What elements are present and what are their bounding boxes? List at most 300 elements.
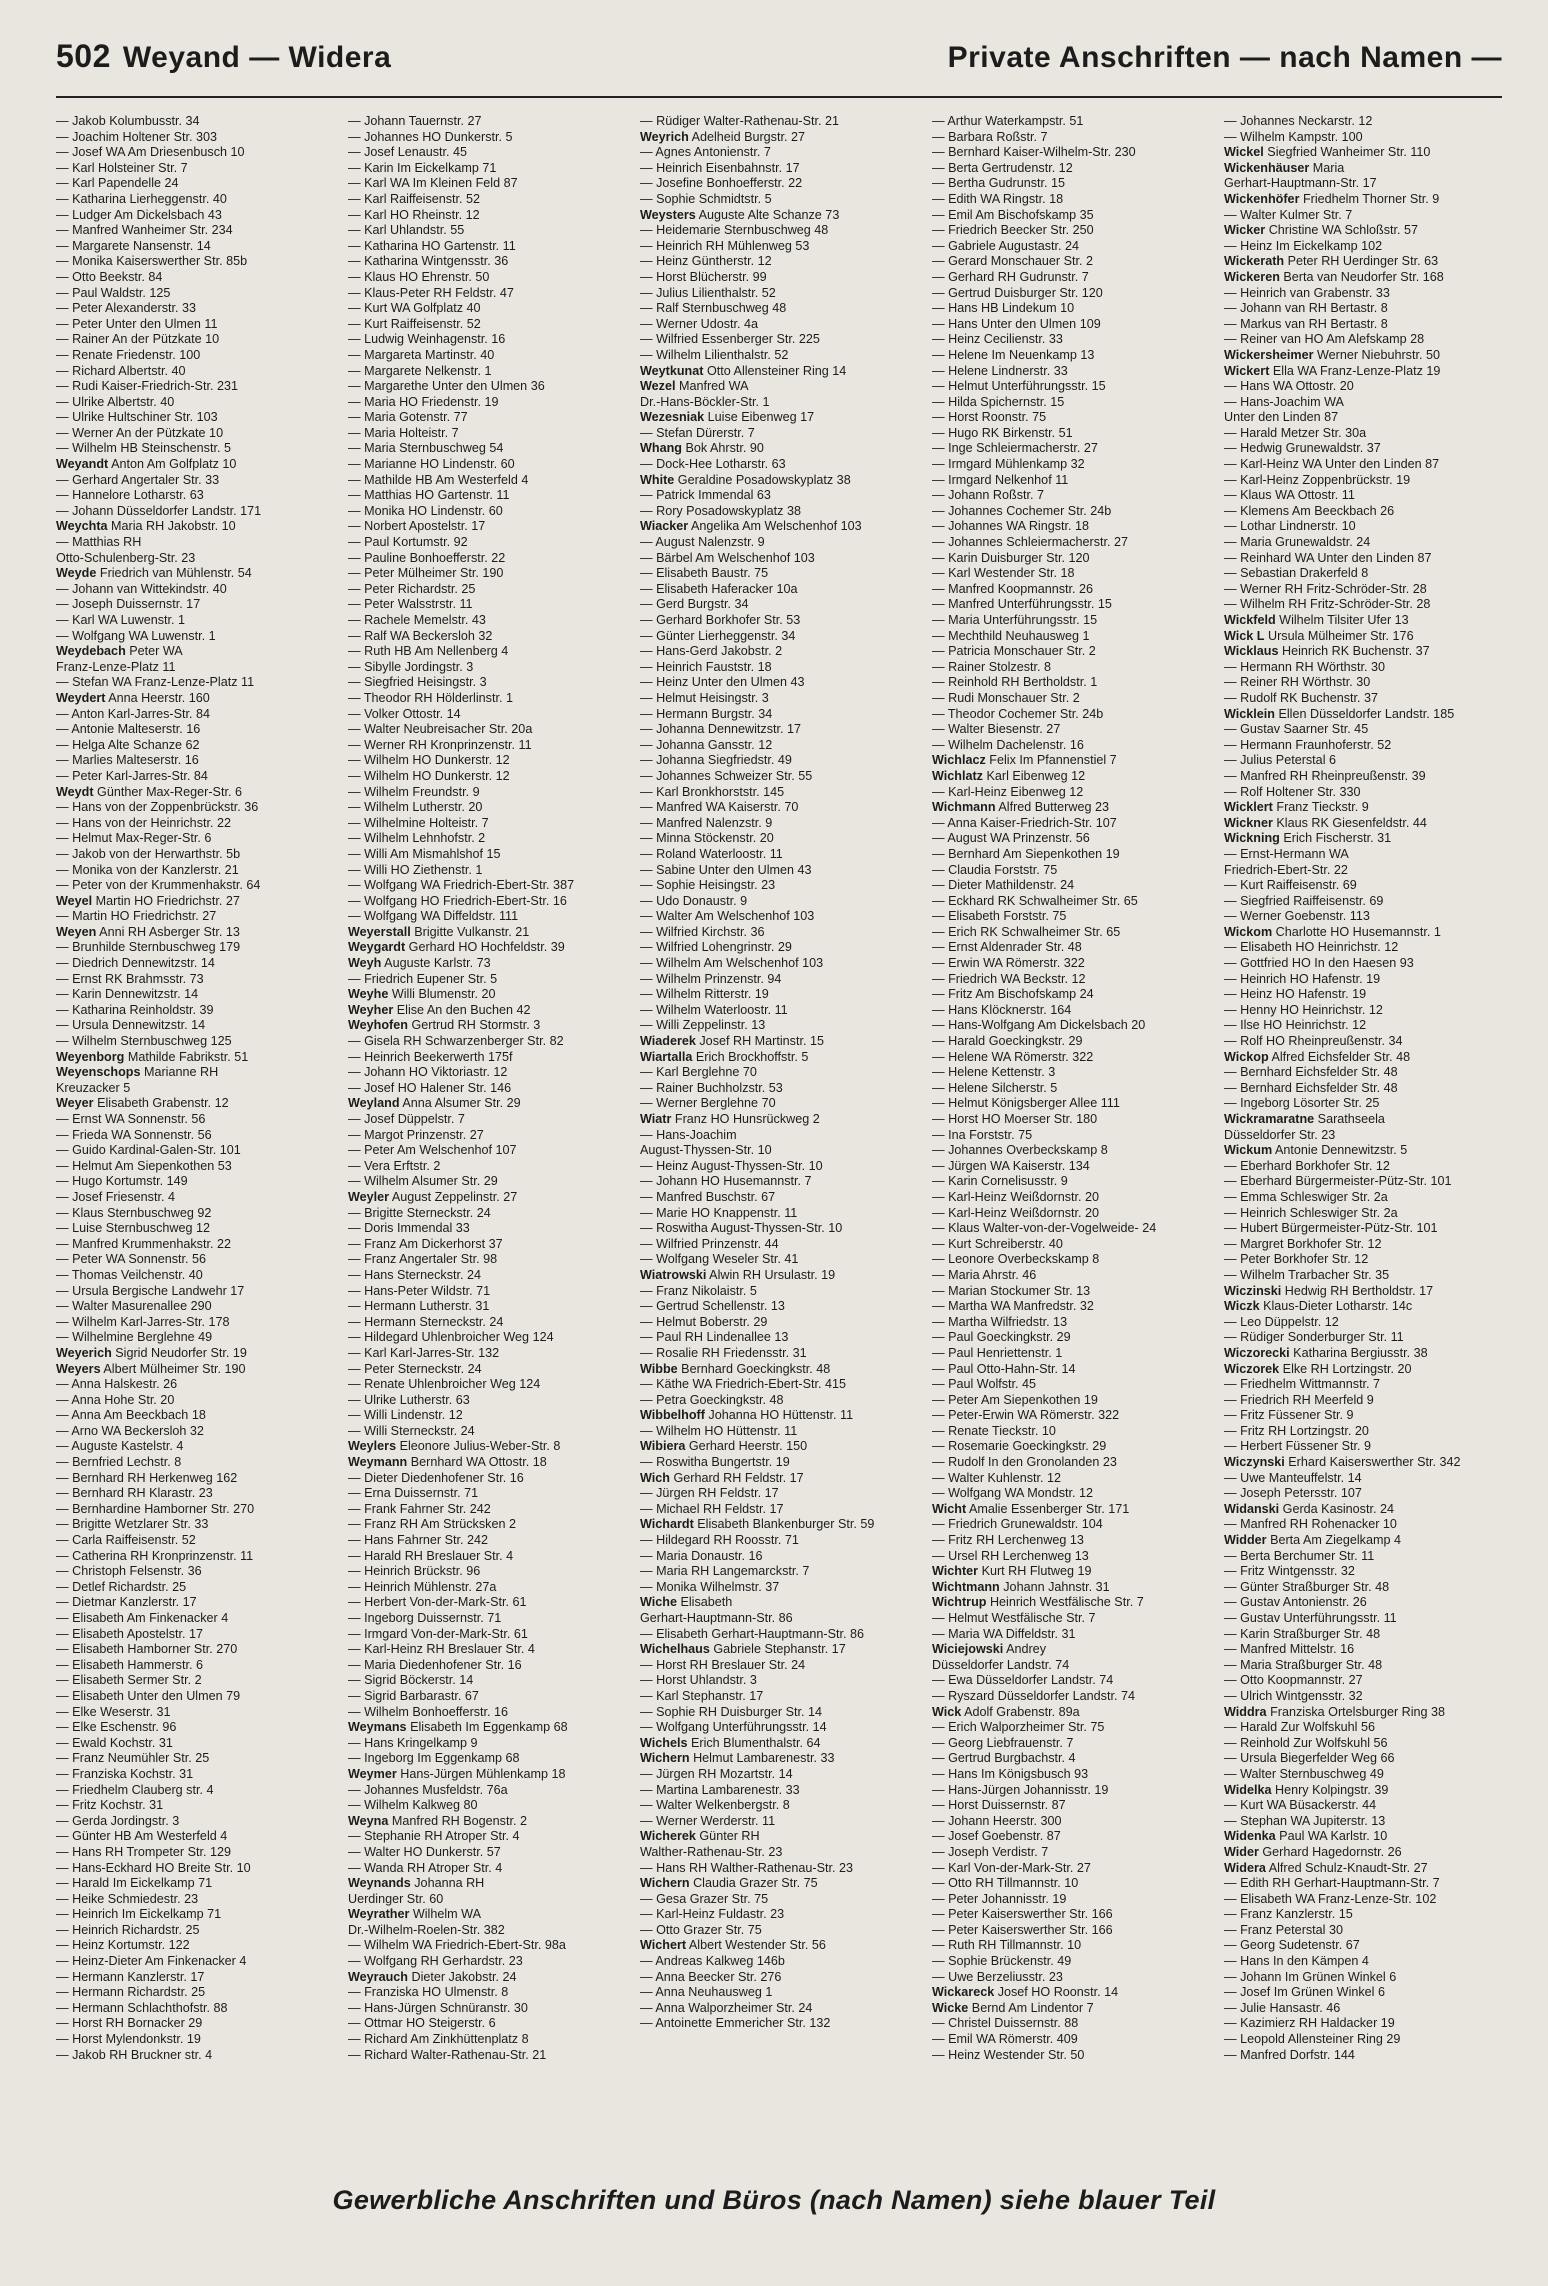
- entry-details: Eleonore Julius-Weber-Str. 8: [396, 1439, 561, 1454]
- entry-details: Anni RH Asberger Str. 13: [96, 924, 240, 939]
- directory-entry: — Horst RH Breslauer Str. 24: [640, 1657, 806, 1672]
- directory-entry: — Hans von der Heinrichstr. 22: [56, 815, 231, 830]
- directory-entry: — Claudia Forststr. 75: [932, 862, 1058, 877]
- surname-heading: White: [640, 472, 675, 487]
- directory-entry: — Rolf Holtener Str. 330: [1224, 784, 1361, 799]
- directory-entry: [348, 987, 626, 1003]
- directory-entry: — Gertrud Duisburger Str. 120: [932, 285, 1103, 300]
- directory-entry: [640, 1876, 918, 1892]
- directory-entry: — Ingeborg Im Eggenkamp 68: [348, 1751, 520, 1766]
- directory-entry: [640, 1362, 918, 1378]
- directory-entry: — Wolfgang RH Gerhardstr. 23: [348, 1954, 523, 1969]
- surname-heading: Weydt: [56, 784, 94, 799]
- entry-details: Wilhelm Tilsiter Ufer 13: [1275, 613, 1409, 627]
- directory-entry: — Joseph Petersstr. 107: [1224, 1486, 1362, 1501]
- directory-entry: — Wolfgang Unterführungsstr. 14: [640, 1720, 827, 1735]
- directory-entry: [640, 1938, 918, 1954]
- directory-entry: — Karl-Heinz RH Breslauer Str. 4: [348, 1642, 535, 1657]
- directory-entry: — Elisabeth Sermer Str. 2: [56, 1673, 202, 1688]
- directory-entry: [640, 1642, 918, 1658]
- directory-entry: — Doris Immendal 33: [348, 1221, 470, 1236]
- directory-entry: — Ernst Aldenrader Str. 48: [932, 940, 1082, 955]
- entry-details: Bernhard Goeckingkstr. 48: [677, 1361, 831, 1376]
- directory-entry: — Manfred RH Rohenacker 10: [1224, 1517, 1397, 1532]
- surname-heading: Weyrich: [640, 129, 689, 144]
- directory-entry: — Günter Straßburger Str. 48: [1224, 1579, 1390, 1594]
- entry-details: Erich Brockhoffstr. 5: [692, 1049, 809, 1064]
- directory-entry: — Gerhard RH Gudrunstr. 7: [932, 269, 1089, 284]
- entry-details: Elisabeth Im Eggenkamp 68: [406, 1720, 568, 1735]
- directory-entry: — Heinrich van Grabenstr. 33: [1224, 285, 1390, 300]
- surname-heading: Wick: [932, 1704, 962, 1719]
- surname-heading: Wiaderek: [640, 1034, 696, 1049]
- surname-heading: Weydebach: [56, 644, 126, 659]
- surname-heading: Wiciejowski: [932, 1642, 1004, 1657]
- entry-details: Berta van Neudorfer Str. 168: [1279, 269, 1444, 284]
- entry-details: Karl Eibenweg 12: [982, 768, 1086, 783]
- directory-entry: — Helmut Westfälische Str. 7: [932, 1611, 1096, 1625]
- entry-details: Johanna RH: [410, 1876, 485, 1891]
- directory-entry: — Dieter Mathildenstr. 24: [932, 878, 1075, 893]
- directory-entry: [640, 1439, 918, 1455]
- directory-entry: — Maria Donaustr. 16: [640, 1548, 763, 1563]
- directory-entry: — Roswitha Bungertstr. 19: [640, 1455, 790, 1470]
- directory-entry: — Hans-Peter Wildstr. 71: [348, 1283, 491, 1298]
- directory-entry: — Ingeborg Duissernstr. 71: [348, 1611, 502, 1625]
- directory-entry: — Willi Lindenstr. 12: [348, 1408, 463, 1423]
- entry-details: Hedwig RH Bertholdstr. 17: [1281, 1283, 1434, 1298]
- directory-entry: — Johannes Overbeckskamp 8: [932, 1143, 1108, 1158]
- directory-entry: — Sigrid Barbarastr. 67: [348, 1688, 479, 1703]
- directory-entry: [1224, 192, 1502, 208]
- directory-entry: [1224, 1829, 1502, 1845]
- directory-entry: — Wanda RH Atroper Str. 4: [348, 1860, 503, 1875]
- directory-entry: [1224, 1783, 1502, 1799]
- surname-heading: Wibiera: [640, 1439, 686, 1454]
- directory-entry: — Uwe Manteuffelstr. 14: [1224, 1470, 1362, 1485]
- directory-entry: — Anna Kaiser-Friedrich-Str. 107: [932, 815, 1117, 830]
- directory-entry: — August Nalenzstr. 9: [640, 535, 765, 550]
- directory-entry: — Rolf HO Rheinpreußenstr. 34: [1224, 1034, 1403, 1049]
- surname-heading: Wichels: [640, 1735, 688, 1750]
- directory-entry: — Johann van RH Bertastr. 8: [1224, 301, 1388, 316]
- directory-entry: — Rudolf In den Gronolanden 23: [932, 1455, 1117, 1470]
- directory-entry: — Stefan WA Franz-Lenze-Platz 11: [56, 675, 255, 690]
- directory-entry: [640, 1751, 918, 1767]
- directory-entry: — Johannes Cochemer Str. 24b: [932, 503, 1112, 518]
- directory-entry: — Ursel RH Lerchenweg 13: [932, 1548, 1089, 1563]
- directory-entry: — Helene WA Römerstr. 322: [932, 1049, 1094, 1064]
- surname-heading: Weyler: [348, 1189, 390, 1204]
- directory-entry: — Franz Am Dickerhorst 37: [348, 1236, 503, 1251]
- entry-details: Hans-Jürgen Mühlenkamp 18: [396, 1766, 566, 1781]
- directory-entry: — Leonore Overbeckskamp 8: [932, 1252, 1100, 1267]
- directory-entry: — Monika HO Lindenstr. 60: [348, 503, 503, 518]
- directory-entry: — Karin Straßburger Str. 48: [1224, 1626, 1381, 1641]
- directory-entry: — Matthias HO Gartenstr. 11: [348, 488, 510, 503]
- surname-heading: Weyher: [348, 1002, 394, 1017]
- directory-entry: Gerhart-Hauptmann-Str. 17: [1224, 176, 1377, 191]
- surname-heading: Wichter: [932, 1564, 979, 1579]
- directory-entry: — Klaus Sternbuschweg 92: [56, 1205, 212, 1220]
- surname-heading: Weymann: [348, 1455, 408, 1470]
- entry-details: Otto Allensteiner Ring 14: [703, 363, 847, 378]
- entry-details: Angelika Am Welschenhof 103: [688, 519, 862, 534]
- directory-entry: [348, 940, 626, 956]
- directory-entry: — Walter Biesenstr. 27: [932, 722, 1061, 737]
- directory-entry: — Johannes WA Ringstr. 18: [932, 519, 1090, 534]
- directory-entry: — Peter Johannisstr. 19: [932, 1891, 1067, 1906]
- directory-entry: — Johann Im Grünen Winkel 6: [1224, 1969, 1397, 1984]
- entry-details: Klaus-Dieter Lotharstr. 14c: [1259, 1299, 1413, 1314]
- entry-details: Alfred Butterweg 23: [995, 800, 1109, 815]
- directory-entry: — Otto Grazer Str. 75: [640, 1922, 762, 1937]
- directory-entry: — Karin Cornelisusstr. 9: [932, 1174, 1068, 1189]
- page-number: 502: [56, 38, 111, 74]
- directory-entry: — Sebastian Drakerfeld 8: [1224, 566, 1369, 581]
- surname-heading: Weyna: [348, 1813, 389, 1828]
- directory-entry: — Wilhelm RH Fritz-Schröder-Str. 28: [1224, 597, 1431, 612]
- entry-details: Kurt RH Flutweg 19: [978, 1564, 1092, 1579]
- directory-entry: [640, 473, 918, 489]
- directory-entry: — Antonie Malteserstr. 16: [56, 722, 201, 737]
- directory-entry: — Werner Goebenstr. 113: [1224, 909, 1370, 924]
- page-header: [56, 38, 1502, 88]
- directory-entry: — Ruth HB Am Nellenberg 4: [348, 644, 509, 659]
- directory-entry: [1224, 348, 1502, 364]
- directory-entry: [932, 1705, 1210, 1721]
- directory-entry: — Karl-Heinz Fuldastr. 23: [640, 1907, 785, 1922]
- directory-entry: — Hermann Sterneckstr. 24: [348, 1314, 504, 1329]
- directory-entry: [56, 566, 334, 582]
- directory-entry: — Peter Walsstrstr. 11: [348, 597, 473, 612]
- entry-details: Katharina Bergiusstr. 38: [1289, 1345, 1428, 1360]
- surname-heading: Weygardt: [348, 940, 406, 955]
- directory-entry: Düsseldorfer Str. 23: [1224, 1127, 1336, 1142]
- directory-entry: — Maria HO Friedenstr. 19: [348, 394, 499, 409]
- directory-entry: — Renate Friedenstr. 100: [56, 347, 201, 362]
- surname-heading: Wickenhöfer: [1224, 191, 1300, 206]
- surname-heading: Wickner: [1224, 815, 1273, 830]
- directory-entry: — Anna Neuhausweg 1: [640, 1985, 773, 2000]
- directory-entry: — Elisabeth Baustr. 75: [640, 566, 769, 581]
- directory-entry: — Wolfgang WA Diffeldstr. 111: [348, 909, 519, 924]
- directory-entry: — Elisabeth Haferacker 10a: [640, 581, 798, 596]
- directory-entry: [1224, 1050, 1502, 1066]
- entry-details: Heinrich RK Buchenstr. 37: [1278, 644, 1430, 659]
- directory-entry: [56, 894, 334, 910]
- entry-details: Luise Eibenweg 17: [704, 410, 815, 425]
- directory-entry: — Eberhard Bürgermeister-Pütz-Str. 101: [1224, 1174, 1452, 1189]
- directory-entry: [1224, 707, 1502, 723]
- directory-entry: — Ursula Dennewitzstr. 14: [56, 1018, 206, 1033]
- directory-entry: — Sigrid Böckerstr. 14: [348, 1673, 474, 1688]
- directory-entry: — Wilfried Prinzenstr. 44: [640, 1236, 779, 1251]
- directory-entry: — Horst HO Moerser Str. 180: [932, 1112, 1098, 1126]
- directory-entry: [56, 519, 334, 535]
- surname-heading: Widanski: [1224, 1501, 1280, 1516]
- directory-entry: — Josef WA Am Driesenbusch 10: [56, 145, 245, 160]
- directory-entry: — Johannes Schweizer Str. 55: [640, 768, 813, 783]
- directory-entry: [1224, 644, 1502, 660]
- directory-entry: [932, 1595, 1210, 1611]
- directory-entry: — Johann van Wittekindstr. 40: [56, 581, 227, 596]
- header-left: [56, 38, 391, 75]
- directory-entry: — Josef Lenaustr. 45: [348, 145, 468, 160]
- directory-entry: — Manfred Nalenzstr. 9: [640, 815, 773, 830]
- directory-entry: — Willi Zeppelinstr. 13: [640, 1018, 766, 1033]
- directory-entry: — Horst RH Bornacker 29: [56, 2016, 203, 2031]
- entry-details: Ursula Mülheimer Str. 176: [1264, 628, 1414, 643]
- surname-heading: Wibbelhoff: [640, 1408, 705, 1423]
- surname-heading: Wiatr: [640, 1112, 672, 1126]
- directory-entry: — Wolfgang WA Luwenstr. 1: [56, 628, 216, 643]
- surname-heading: Weyerich: [56, 1345, 112, 1360]
- directory-entry: — Ralf WA Beckersloh 32: [348, 628, 493, 643]
- directory-entry: — Jürgen WA Kaiserstr. 134: [932, 1158, 1090, 1173]
- directory-entry: — Irmgard Nelkenhof 11: [932, 472, 1069, 487]
- surname-heading: Wickert: [1224, 363, 1270, 378]
- directory-entry: [932, 1985, 1210, 2001]
- directory-entry: [932, 2001, 1210, 2017]
- directory-entry: — Karl-Heinz Eibenweg 12: [932, 784, 1084, 799]
- surname-heading: Wicklaus: [1224, 644, 1279, 659]
- directory-entry: — Willi Am Mismahlshof 15: [348, 846, 501, 861]
- surname-heading: Wiczorecki: [1224, 1345, 1290, 1360]
- directory-entry: — Karl-Heinz Weißdornstr. 20: [932, 1205, 1100, 1220]
- entry-details: Brigitte Vulkanstr. 21: [410, 924, 530, 939]
- entry-details: Alfred Eichsfelder Str. 48: [1268, 1049, 1411, 1064]
- directory-entry: — Margret Borkhofer Str. 12: [1224, 1236, 1382, 1251]
- entry-details: Elise An den Buchen 42: [393, 1002, 531, 1017]
- directory-entry: — Irmgard Mühlenkamp 32: [932, 457, 1085, 472]
- directory-entry: — Ina Forststr. 75: [932, 1127, 1033, 1142]
- directory-entry: — Bernhard Eichsfelder Str. 48: [1224, 1065, 1398, 1080]
- directory-entry: — Ludwig Weinhagenstr. 16: [348, 332, 506, 347]
- surname-heading: Wiacker: [640, 519, 689, 534]
- directory-entry: [1224, 831, 1502, 847]
- directory-entry: — Helga Alte Schanze 62: [56, 737, 200, 752]
- directory-entry: — Helmut Boberstr. 29: [640, 1314, 768, 1329]
- directory-entry: — Ingeborg Lösorter Str. 25: [1224, 1096, 1380, 1111]
- entry-details: Manfred WA: [675, 379, 749, 394]
- directory-entry: Kreuzacker 5: [56, 1080, 131, 1095]
- surname-heading: Weyel: [56, 893, 93, 908]
- directory-entry: [932, 753, 1210, 769]
- directory-entry: — Friedrich Grunewaldstr. 104: [932, 1517, 1103, 1532]
- surname-heading: Wickfeld: [1224, 613, 1276, 627]
- directory-entry: — Fritz Am Bischofskamp 24: [932, 987, 1094, 1002]
- directory-entry: — Horst Duissernstr. 87: [932, 1798, 1066, 1813]
- surname-heading: Widenka: [1224, 1829, 1276, 1844]
- directory-entry: [1224, 1845, 1502, 1861]
- entry-details: Christine WA Schloßstr. 57: [1265, 223, 1419, 238]
- directory-entry: [640, 1736, 918, 1752]
- directory-entry: — Markus van RH Bertastr. 8: [1224, 316, 1388, 331]
- directory-entry: — Patricia Monschauer Str. 2: [932, 644, 1096, 659]
- directory-entry: — Detlef Richardstr. 25: [56, 1579, 187, 1594]
- directory-entry: — Kazimierz RH Haldacker 19: [1224, 2016, 1395, 2031]
- directory-entry: — Maria Unterführungsstr. 15: [932, 613, 1098, 627]
- directory-entry: — Anton Karl-Jarres-Str. 84: [56, 706, 210, 721]
- directory-entry: — Monika von der Kanzlerstr. 21: [56, 862, 239, 877]
- directory-entry: — Anna Hohe Str. 20: [56, 1392, 175, 1407]
- directory-entry: [56, 457, 334, 473]
- directory-entry: — Helene Im Neuenkamp 13: [932, 347, 1095, 362]
- directory-entry: — Hans Klöcknerstr. 164: [932, 1002, 1072, 1017]
- directory-entry: — Bernhard RH Herkenweg 162: [56, 1470, 238, 1485]
- directory-entry: — Joachim Holtener Str. 303: [56, 129, 217, 144]
- directory-entry: — Heinrich Mühlenstr. 27a: [348, 1579, 497, 1594]
- directory-entry: [640, 1517, 918, 1533]
- directory-entry: — Hans-Gerd Jakobstr. 2: [640, 644, 783, 659]
- surname-heading: Weytkunat: [640, 363, 704, 378]
- directory-entry: — Gesa Grazer Str. 75: [640, 1891, 769, 1906]
- directory-entry: — Heinz Unter den Ulmen 43: [640, 675, 805, 690]
- directory-entry: — Siegfried Heisingstr. 3: [348, 675, 487, 690]
- directory-entry: — Hans-Joachim: [640, 1127, 737, 1142]
- directory-entry: — Hildegard Uhlenbroicher Weg 124: [348, 1330, 554, 1345]
- directory-entry: [1224, 816, 1502, 832]
- directory-entry: — Jakob Kolumbusstr. 34: [56, 114, 200, 128]
- directory-entry: Franz-Lenze-Platz 11: [56, 659, 176, 674]
- directory-entry: — Frank Fahrner Str. 242: [348, 1501, 491, 1516]
- entry-details: Auguste Alte Schanze 73: [695, 207, 840, 222]
- directory-entry: — Leopold Allensteiner Ring 29: [1224, 2032, 1401, 2047]
- directory-entry: — Helene Kettenstr. 3: [932, 1065, 1056, 1080]
- directory-entry: — Ludger Am Dickelsbach 43: [56, 207, 222, 222]
- surname-heading: Wichardt: [640, 1517, 694, 1532]
- directory-entry: — Josef Friesenstr. 4: [56, 1189, 175, 1204]
- directory-entry: [1224, 629, 1502, 645]
- directory-entry: — Hans Sterneckstr. 24: [348, 1267, 481, 1282]
- directory-entry: — Renate Tieckstr. 10: [932, 1423, 1056, 1438]
- directory-entry: — Josefine Bonhoefferstr. 22: [640, 176, 803, 191]
- directory-entry: — Rudolf RK Buchenstr. 37: [1224, 690, 1379, 705]
- directory-entry: — Hermann Lutherstr. 31: [348, 1299, 490, 1314]
- directory-entry: — Edith RH Gerhart-Hauptmann-Str. 7: [1224, 1876, 1440, 1891]
- directory-entry: [640, 1471, 918, 1487]
- directory-entry: — Wilhelm Prinzenstr. 94: [640, 971, 782, 986]
- directory-entry: — Heike Schmiedestr. 23: [56, 1891, 199, 1906]
- directory-entry: — Wilhelm Dachelenstr. 16: [932, 737, 1084, 752]
- directory-entry: — Dietmar Kanzlerstr. 17: [56, 1595, 197, 1610]
- directory-entry: — Arthur Waterkampstr. 51: [932, 114, 1084, 128]
- directory-entry: — Anna Am Beeckbach 18: [56, 1408, 206, 1423]
- directory-entry: — Fritz Kochstr. 31: [56, 1798, 164, 1813]
- directory-entry: — Norbert Apostelstr. 17: [348, 519, 486, 534]
- directory-entry: — Rainer Stolzestr. 8: [932, 659, 1051, 674]
- surname-heading: Wickning: [1224, 831, 1280, 846]
- directory-entry: — Kurt Raiffeisenstr. 52: [348, 316, 481, 331]
- directory-entry: August-Thyssen-Str. 10: [640, 1143, 772, 1158]
- surname-heading: Whang: [640, 441, 682, 456]
- directory-entry: — Rüdiger Sonderburger Str. 11: [1224, 1330, 1404, 1345]
- directory-entry: — Siegfried Raiffeisenstr. 69: [1224, 893, 1384, 908]
- directory-column-2: [348, 114, 626, 2164]
- directory-entry: [640, 1595, 918, 1611]
- entry-details: Josef RH Martinstr. 15: [695, 1034, 824, 1049]
- directory-entry: — Heinz HO Hafenstr. 19: [1224, 987, 1367, 1002]
- directory-entry: — Elisabeth Gerhart-Hauptmann-Str. 86: [640, 1626, 864, 1641]
- directory-entry: [348, 925, 626, 941]
- directory-entry: — Bernhard RH Klarastr. 23: [56, 1486, 213, 1501]
- directory-entry: — Brigitte Wetzlarer Str. 33: [56, 1517, 209, 1532]
- entry-details: Manfred RH Bogenstr. 2: [388, 1813, 527, 1828]
- directory-entry: — Marian Stockumer Str. 13: [932, 1283, 1091, 1298]
- entry-details: Marianne RH: [140, 1065, 219, 1080]
- directory-entry: — Bernhardine Hamborner Str. 270: [56, 1501, 255, 1516]
- surname-heading: Weyhofen: [348, 1018, 408, 1033]
- surname-heading: Widelka: [1224, 1782, 1272, 1797]
- entry-details: Charlotte HO Husemannstr. 1: [1272, 924, 1441, 939]
- directory-entry: — Karl Karl-Jarres-Str. 132: [348, 1345, 500, 1360]
- directory-entry: — Luise Sternbuschweg 12: [56, 1221, 211, 1236]
- directory-entry: — Karl Raiffeisenstr. 52: [348, 191, 481, 206]
- directory-entry: — Harald Metzer Str. 30a: [1224, 425, 1367, 440]
- directory-entry: — Erich RK Schwalheimer Str. 65: [932, 924, 1121, 939]
- directory-entry: — Ulrich Wintgensstr. 32: [1224, 1688, 1363, 1703]
- directory-entry: [640, 130, 918, 146]
- directory-entry: — Julie Hansastr. 46: [1224, 2000, 1341, 2015]
- directory-entry: — Franziska HO Ulmenstr. 8: [348, 1985, 509, 2000]
- directory-entry: — Bernhard Kaiser-Wilhelm-Str. 230: [932, 145, 1136, 160]
- directory-entry: — Ewa Düsseldorfer Landstr. 74: [932, 1673, 1114, 1688]
- surname-heading: Wickareck: [932, 1985, 995, 2000]
- directory-entry: — Heinz Güntherstr. 12: [640, 254, 772, 269]
- directory-entry: — Peter von der Krummenhakstr. 64: [56, 878, 261, 893]
- directory-entry: [348, 1190, 626, 1206]
- directory-entry: — Peter Sterneckstr. 24: [348, 1361, 482, 1376]
- directory-entry: — Karin Im Eickelkamp 71: [348, 160, 497, 175]
- surname-heading: Wibbe: [640, 1361, 678, 1376]
- entry-details: Felix Im Pfannenstiel 7: [985, 753, 1117, 768]
- directory-entry: — Wilhelm Karl-Jarres-Str. 178: [56, 1314, 230, 1329]
- directory-entry: — Peter Karl-Jarres-Str. 84: [56, 768, 208, 783]
- directory-entry: — Hans-Wolfgang Am Dickelsbach 20: [932, 1018, 1146, 1033]
- directory-entry: — Peter Am Welschenhof 107: [348, 1143, 517, 1158]
- directory-entry: — Rainer An der Pützkate 10: [56, 332, 220, 347]
- directory-entry: — Christoph Felsenstr. 36: [56, 1564, 202, 1579]
- directory-entry: — Franz Angertaler Str. 98: [348, 1252, 498, 1267]
- surname-heading: Wichern: [640, 1751, 690, 1766]
- directory-entry: — Helmut Unterführungsstr. 15: [932, 379, 1106, 394]
- directory-entry: — Johann Heerstr. 300: [932, 1813, 1062, 1828]
- entry-details: Elisabeth Grabenstr. 12: [93, 1096, 229, 1111]
- surname-heading: Wider: [1224, 1844, 1259, 1859]
- directory-entry: — Wilhelm Kalkweg 80: [348, 1798, 478, 1813]
- entry-details: Erhard Kaiserswerther Str. 342: [1284, 1455, 1461, 1470]
- directory-entry: [348, 1767, 626, 1783]
- directory-entry: — Ernst-Hermann WA: [1224, 846, 1349, 861]
- directory-entry: — Horst Mylendonkstr. 19: [56, 2032, 201, 2047]
- directory-entry: — Matthias RH: [56, 535, 142, 550]
- directory-entry: [348, 1018, 626, 1034]
- surname-heading: Wichmann: [932, 800, 996, 815]
- directory-entry: — Karin Dennewitzstr. 14: [56, 987, 199, 1002]
- directory-entry: — Hugo RK Birkenstr. 51: [932, 425, 1073, 440]
- directory-entry: — Joseph Verdistr. 7: [932, 1844, 1049, 1859]
- directory-entry: — Lothar Lindnerstr. 10: [1224, 519, 1356, 534]
- directory-entry: — Wilhelm Bonhoefferstr. 16: [348, 1704, 509, 1719]
- directory-entry: — Heinz Im Eickelkamp 102: [1224, 238, 1383, 253]
- entry-details: Franz Tieckstr. 9: [1272, 800, 1369, 815]
- surname-heading: Weysters: [640, 207, 696, 222]
- directory-entry: — Volker Ottostr. 14: [348, 706, 461, 721]
- entry-details: Amalie Essenberger Str. 171: [966, 1501, 1130, 1516]
- entry-details: Gerhard Hagedornstr. 26: [1258, 1844, 1402, 1859]
- directory-entry: — Walter Kuhlenstr. 12: [932, 1470, 1062, 1485]
